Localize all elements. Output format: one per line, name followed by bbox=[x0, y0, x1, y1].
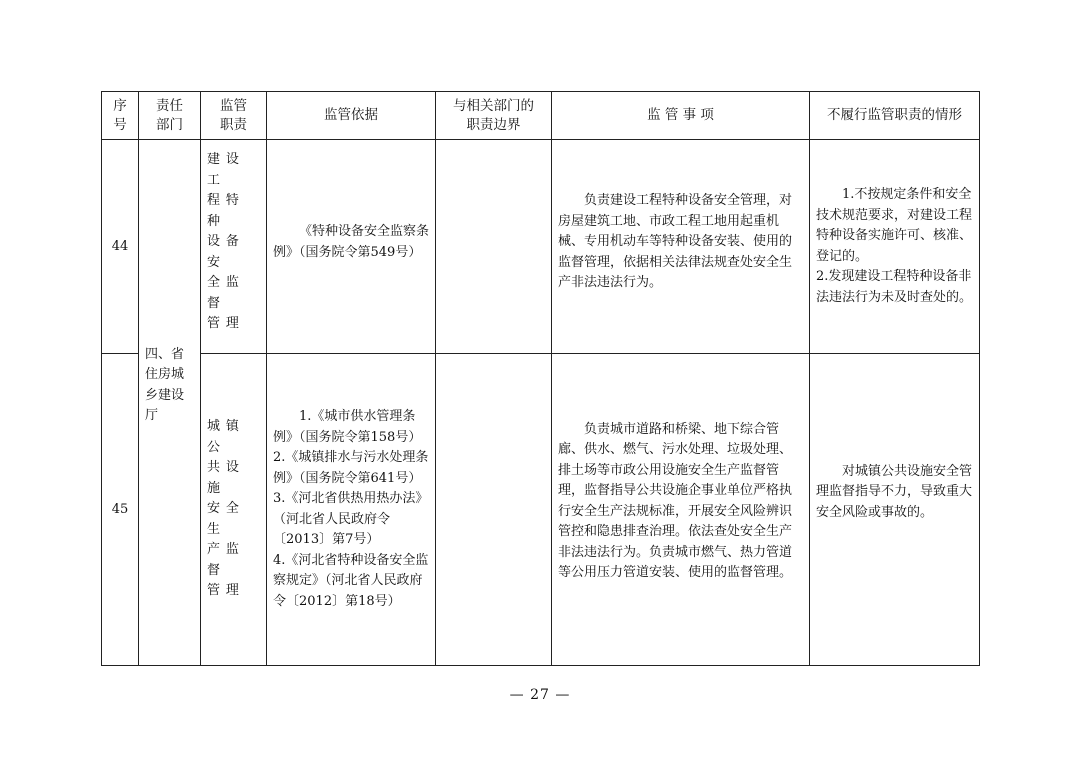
header-failure: 不履行监管职责的情形 bbox=[810, 92, 980, 140]
row-45-failure-cell bbox=[810, 354, 980, 666]
row-45-failure: 对城镇公共设施安全管理监督指导不力，导致重大安全风险或事故的。 bbox=[816, 463, 973, 520]
row-44-duty: 建设工 程特种 设备安 全监督 管理 bbox=[207, 152, 245, 332]
row-44-basis-cell bbox=[267, 140, 436, 354]
row-45-matters-cell bbox=[552, 354, 810, 666]
row-44-failure-cell bbox=[810, 140, 980, 354]
row-45-basis-cell bbox=[267, 354, 436, 666]
row-45-duty: 城镇公 共设施 安全生 产监督 管理 bbox=[207, 419, 245, 599]
row-44-basis: 《特种设备安全监察条例》（国务院令第549号） bbox=[273, 224, 430, 260]
row-45-matters: 负责城市道路和桥梁、地下综合管廊、供水、燃气、污水处理、垃圾处理、排土场等市政公用设施安全生产监督管理，监督指导公共设施企事业单位严格执行安全生产法规标准，开展安全风险辨识管控和隐患排查治理。依法查处安全生产非法违法行为。负责城市燃气、热力管道等公用压力管道安装、使用的监督管理。 bbox=[558, 421, 793, 580]
header-matters: 监 管 事 项 bbox=[552, 92, 810, 140]
header-duty: 监管 职责 bbox=[201, 92, 267, 140]
header-basis: 监管依据 bbox=[267, 92, 436, 140]
row-44-matters-cell bbox=[552, 140, 810, 354]
department-name: 四、省 住房城 乡建设 厅 bbox=[145, 346, 185, 423]
row-44-matters: 负责建设工程特种设备安全管理，对房屋建筑工地、市政工程工地用起重机械、专用机动车等特种设备安装、使用的监督管理，依据相关法律法规查处安全生产非法违法行为。 bbox=[558, 193, 793, 291]
table-header-row bbox=[102, 92, 980, 140]
header-dept: 责任 部门 bbox=[139, 92, 201, 140]
row-44-boundary bbox=[436, 140, 552, 354]
row-44-seq: 44 bbox=[102, 140, 139, 354]
table-row-45 bbox=[102, 354, 980, 666]
row-44-duty-cell bbox=[201, 140, 267, 354]
header-seq: 序 号 bbox=[102, 92, 139, 140]
row-45-duty-cell bbox=[201, 354, 267, 666]
row-45-boundary bbox=[436, 354, 552, 666]
row-45-basis: 1.《城市供水管理条例》（国务院令第158号） 2.《城镇排水与污水处理条例》（国务院令第641号） 3.《河北省供热用热办法》（河北省人民政府令〔2013〕第7号） 4.《河北省特种设备安全监察规定》（河北省人民政府令〔2012〕第18号） bbox=[273, 409, 429, 609]
table-row-44 bbox=[102, 140, 980, 354]
page-number: — 27 — bbox=[509, 687, 571, 703]
header-boundary: 与相关部门的 职责边界 bbox=[436, 92, 552, 140]
row-45-seq: 45 bbox=[102, 354, 139, 666]
dept-cell bbox=[139, 140, 201, 666]
supervision-duty-table bbox=[101, 91, 980, 666]
row-44-failure: 1.不按规定条件和安全技术规范要求，对建设工程特种设备实施许可、核准、登记的。 2.发现建设工程特种设备非法违法行为未及时查处的。 bbox=[816, 187, 973, 305]
